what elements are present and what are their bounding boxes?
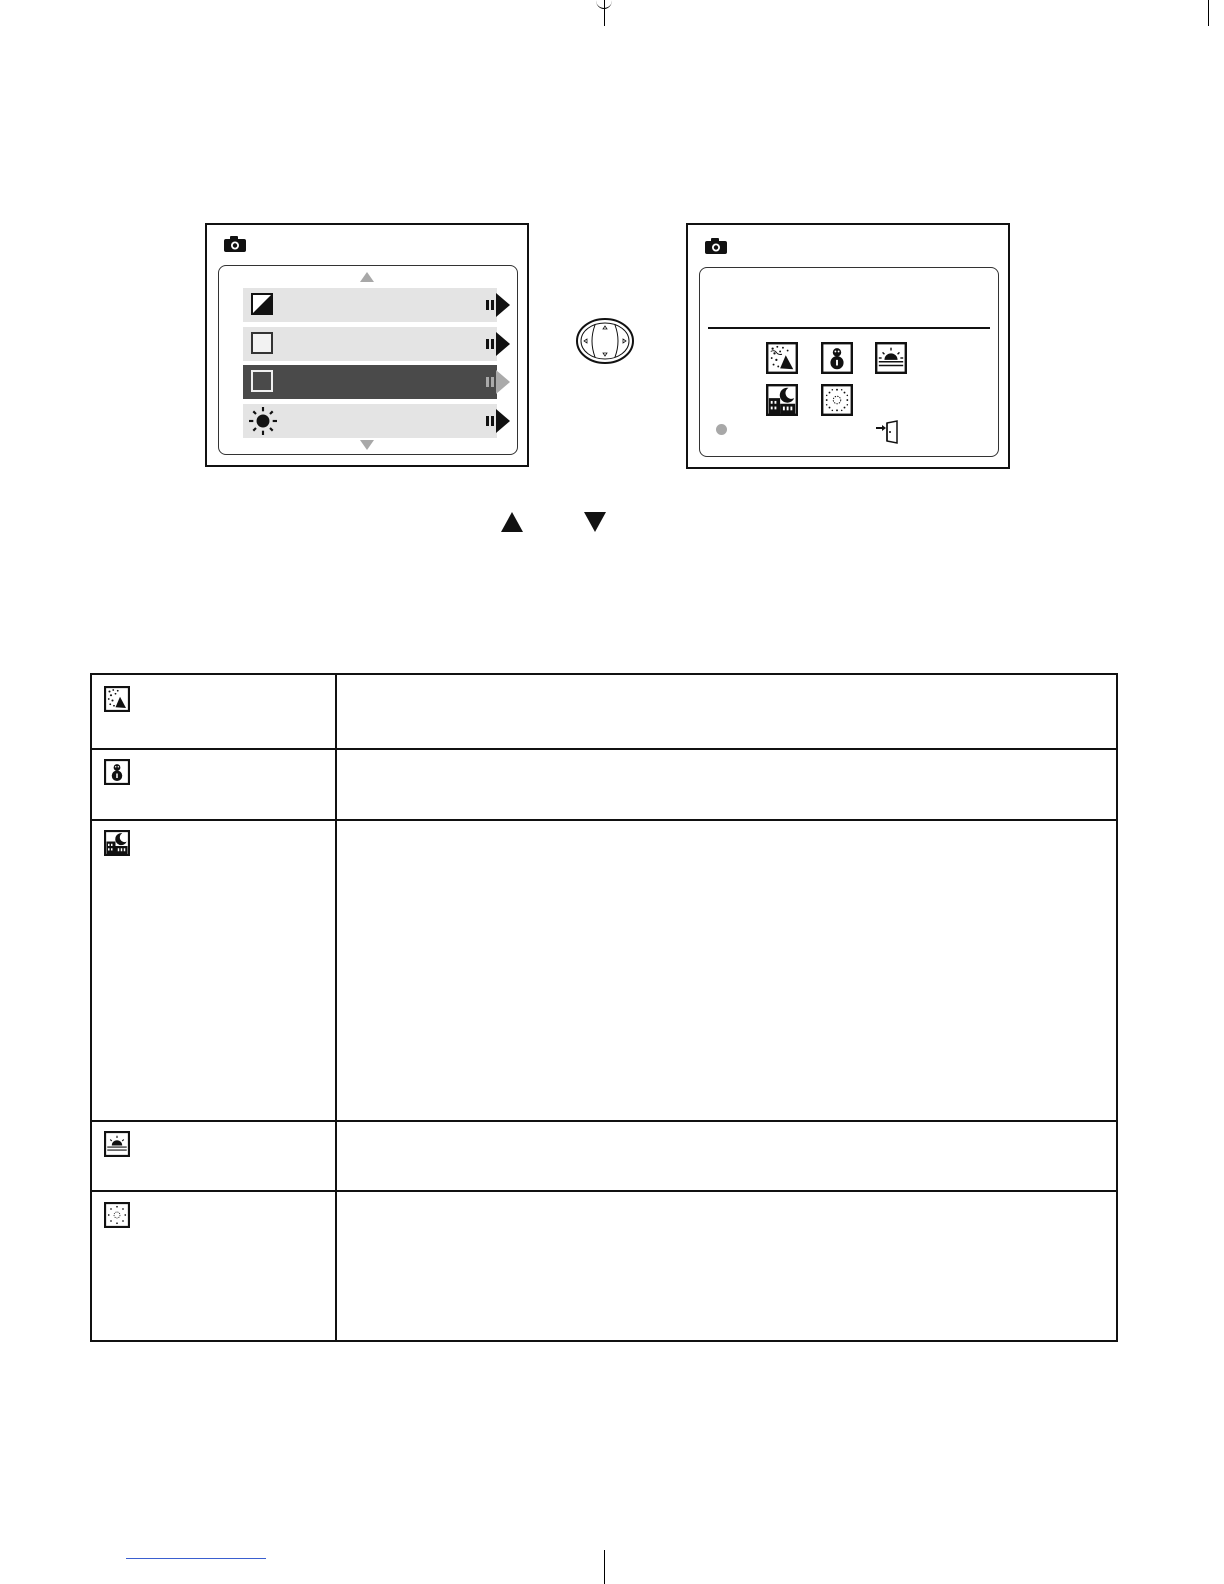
- table-row-party: [92, 675, 1116, 748]
- table-row-fireworks: [92, 1190, 1116, 1340]
- fireworks-icon[interactable]: [821, 384, 853, 416]
- menu-screen: [205, 223, 529, 467]
- camera-icon: [704, 237, 728, 255]
- party-icon: [104, 686, 130, 712]
- blank-square-icon: [251, 332, 273, 354]
- menu-row-3-selected[interactable]: [243, 365, 497, 399]
- submenu-arrow-icon[interactable]: [486, 408, 514, 434]
- menu-panel: [218, 265, 518, 455]
- night-scene-icon[interactable]: [766, 384, 798, 416]
- exposure-contrast-icon: [251, 293, 273, 315]
- submenu-arrow-icon[interactable]: [486, 292, 514, 318]
- sun-icon: [249, 407, 277, 435]
- scroll-up-triangle-icon: [360, 272, 374, 282]
- fireworks-icon: [104, 1202, 130, 1228]
- sunset-icon: [104, 1131, 130, 1157]
- crop-mark-right: [1208, 0, 1209, 26]
- gray-dot-icon: [716, 424, 727, 435]
- scene-mode-table: [90, 673, 1118, 1342]
- table-row-night: [92, 819, 1116, 1120]
- menu-row-exposure[interactable]: [243, 288, 497, 322]
- submenu-arrow-icon[interactable]: [486, 331, 514, 357]
- title-divider: [708, 327, 990, 329]
- up-arrow-icon: [501, 512, 523, 532]
- exit-door-icon[interactable]: [875, 419, 901, 445]
- scene-screen: [686, 223, 1010, 469]
- footer-link-rule: [126, 1558, 266, 1559]
- night-scene-icon: [104, 830, 130, 856]
- menu-row-white-balance[interactable]: [243, 404, 497, 438]
- snow-icon[interactable]: [821, 342, 853, 374]
- table-row-sunset: [92, 1120, 1116, 1190]
- camera-icon: [223, 235, 247, 253]
- crop-mark-top-circle: [596, 0, 612, 9]
- blank-square-icon: [251, 370, 273, 392]
- menu-row-2[interactable]: [243, 327, 497, 361]
- down-arrow-icon: [584, 512, 606, 532]
- scene-panel: [699, 267, 999, 457]
- scroll-down-triangle-icon: [360, 440, 374, 450]
- crop-mark-bottom: [604, 1550, 605, 1584]
- four-way-navigation-button-icon[interactable]: [575, 317, 635, 365]
- submenu-arrow-icon[interactable]: [486, 369, 514, 395]
- sunset-icon[interactable]: [875, 342, 907, 374]
- party-icon[interactable]: [766, 342, 798, 374]
- table-row-snow: [92, 748, 1116, 819]
- snow-icon: [104, 759, 130, 785]
